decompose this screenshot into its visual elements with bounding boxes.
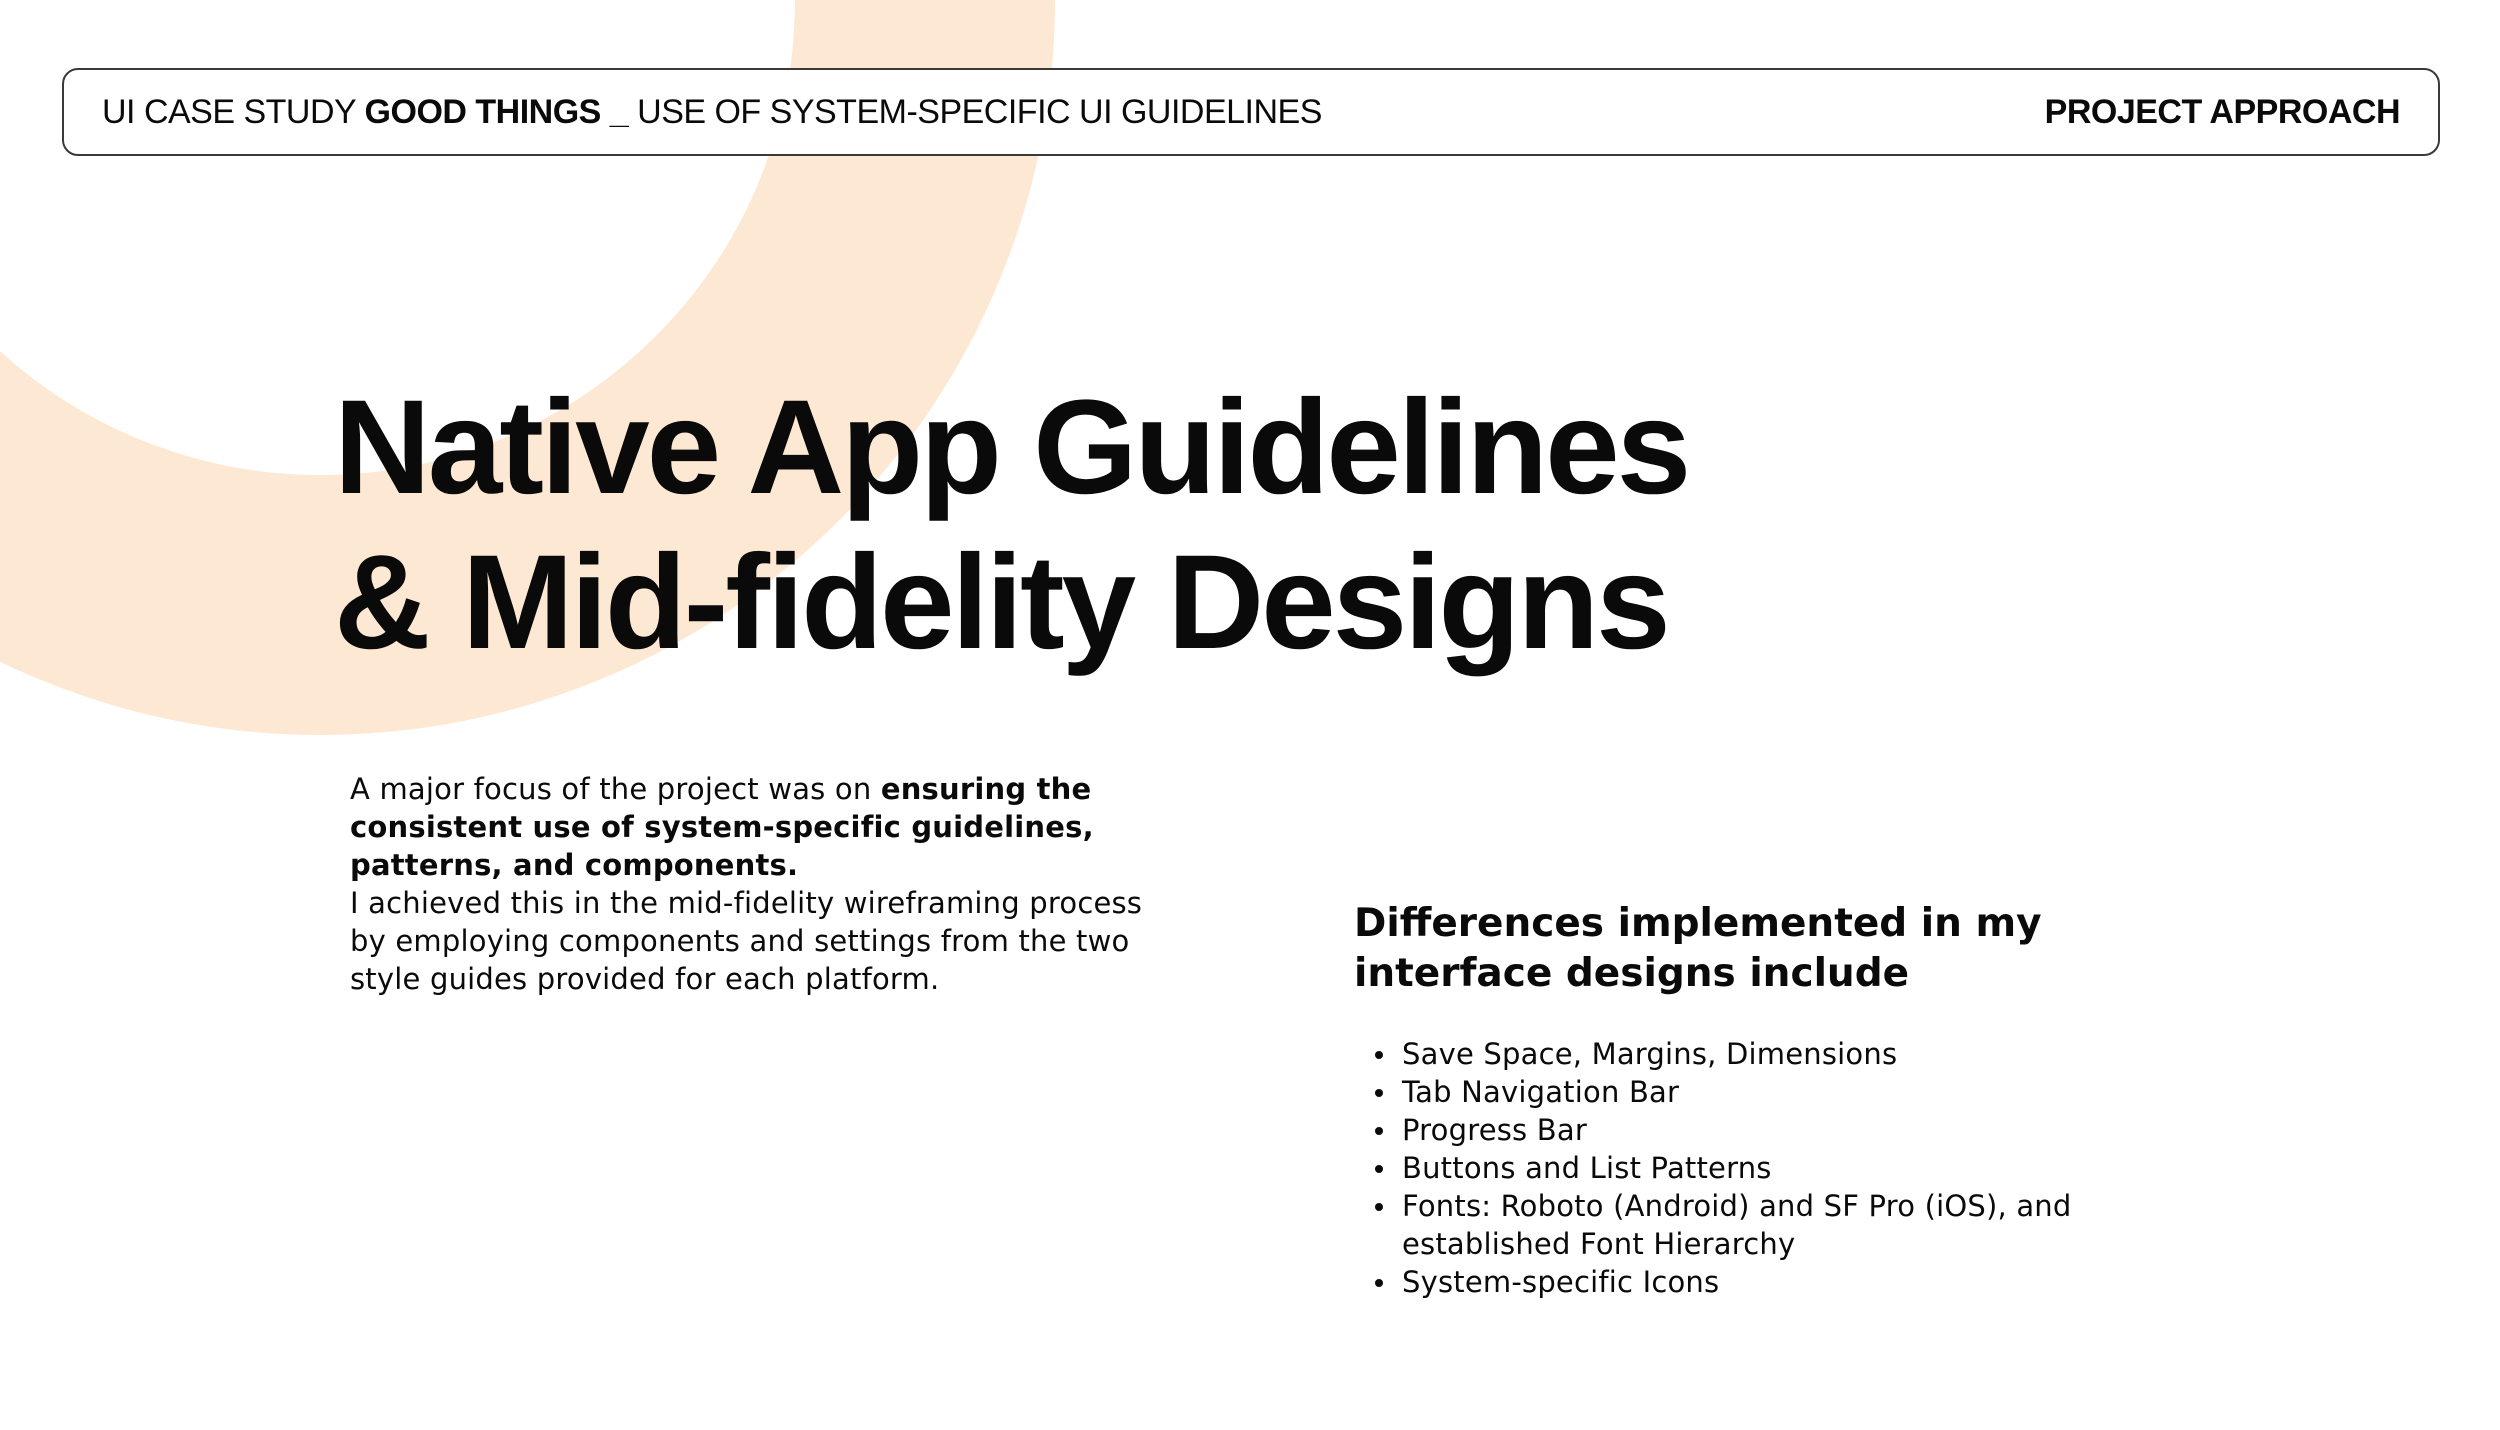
- intro-emphasis: ensuring the consistent use of system-specific guidelines, patterns, and components.: [350, 772, 1094, 882]
- list-item: Fonts: Roboto (Android) and SF Pro (iOS), and established Font Hierarchy: [1402, 1187, 2162, 1263]
- case-study-label: [102, 93, 1322, 132]
- page-title: [334, 370, 1688, 680]
- differences-list: [1354, 1035, 2162, 1301]
- intro-body: I achieved this in the mid-fidelity wireframing process by employing components and settings from the two style guides provided for each platform.: [350, 886, 1143, 996]
- list-item: Buttons and List Patterns: [1402, 1149, 2162, 1187]
- page-title-line-1: Native App Guidelines: [334, 373, 1689, 522]
- header-bar: [62, 68, 2440, 156]
- list-item: Progress Bar: [1402, 1111, 2162, 1149]
- project-name: GOOD THINGS _: [364, 92, 629, 131]
- section-label: PROJECT APPROACH: [2044, 92, 2400, 131]
- differences-heading: Differences implemented in my interface designs include: [1354, 901, 2042, 996]
- list-item: Tab Navigation Bar: [1402, 1073, 2162, 1111]
- page-title-line-2: & Mid-fidelity Designs: [334, 528, 1668, 677]
- list-item: Save Space, Margins, Dimensions: [1402, 1035, 2162, 1073]
- intro-lead: A major focus of the project was on: [350, 772, 881, 806]
- list-item: System-specific Icons: [1402, 1263, 2162, 1301]
- case-study-prefix: UI CASE STUDY: [102, 92, 365, 131]
- case-study-topic: USE OF SYSTEM-SPECIFIC UI GUIDELINES: [628, 92, 1322, 131]
- intro-paragraph: [350, 770, 1150, 998]
